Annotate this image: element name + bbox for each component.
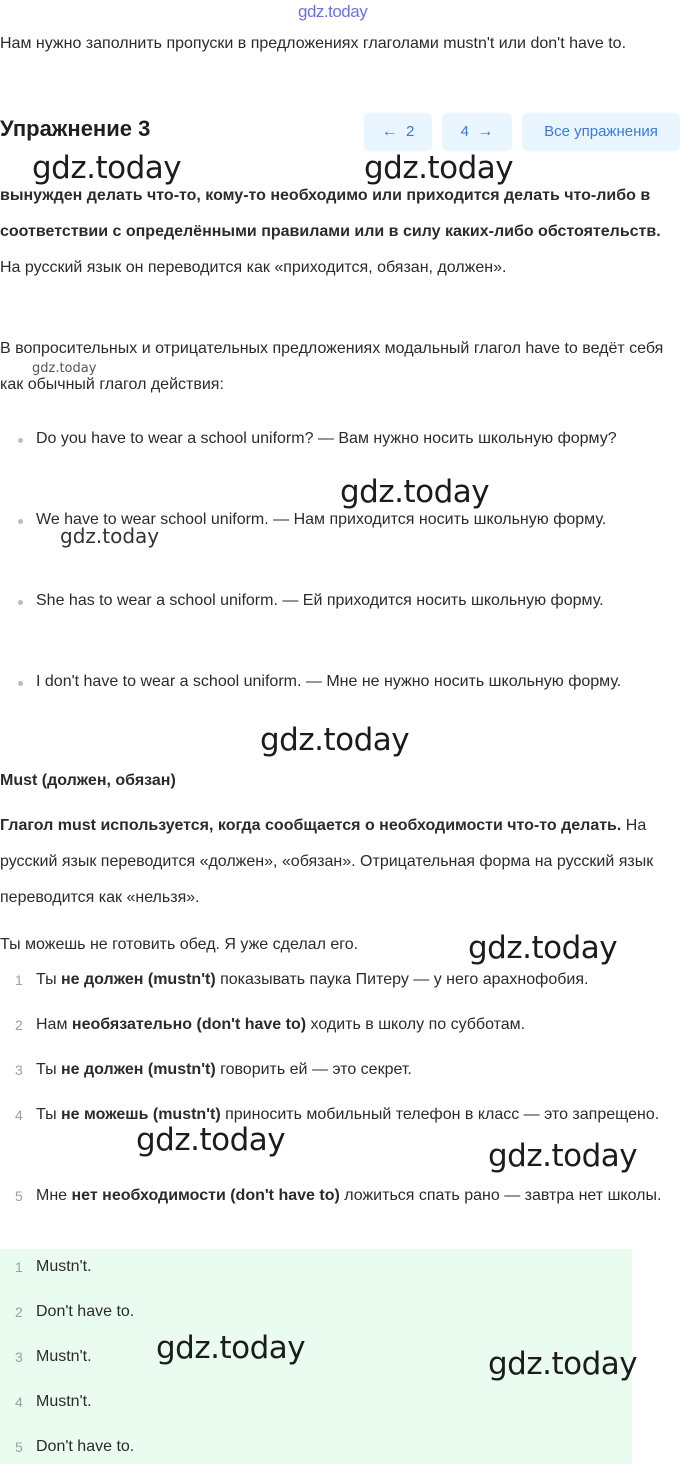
list-number: 1 — [15, 972, 23, 988]
prev-exercise-button[interactable] — [364, 113, 432, 151]
answer-number: 1 — [15, 1259, 23, 1275]
top-watermark-logo: gdz.today — [298, 2, 368, 21]
page-title: Упражнение 3 — [0, 116, 151, 141]
watermark: gdz.today — [32, 150, 182, 186]
watermark: gdz.today — [136, 1122, 286, 1158]
watermark: gdz.today — [468, 930, 618, 966]
bullet-dot — [18, 438, 23, 443]
bullet-dot — [18, 600, 23, 605]
all-exercises-button[interactable] — [522, 113, 680, 151]
answer-number: 3 — [15, 1349, 23, 1365]
answer-number: 4 — [15, 1394, 23, 1410]
answer-item: Mustn't. — [36, 1258, 92, 1275]
answer-item: Don't have to. — [36, 1438, 135, 1455]
bullet-dot — [18, 519, 23, 524]
watermark: gdz.today — [340, 474, 490, 510]
cook-text: Ты можешь не готовить обед. Я уже сделал его. — [0, 936, 359, 953]
example-item: Do you have to wear a school uniform? — Вам нужно носить школьную форму? — [36, 430, 617, 447]
answer-item: Mustn't. — [36, 1348, 92, 1365]
example-item: She has to wear a school uniform. — Ей приходится носить школьную форму. — [36, 592, 604, 609]
translation-item: Ты не можешь (mustn't) приносить мобильный телефон в класс — это запрещено. — [36, 1106, 660, 1123]
list-number: 4 — [15, 1107, 23, 1123]
next-exercise-label: 4 — [460, 123, 469, 140]
list-number: 3 — [15, 1062, 23, 1078]
answer-number: 2 — [15, 1304, 23, 1320]
list-number: 5 — [15, 1188, 23, 1204]
prev-exercise-label: 2 — [406, 123, 415, 140]
watermark: gdz.today — [364, 150, 514, 186]
next-exercise-button[interactable] — [442, 113, 512, 151]
intro-text: Нам нужно заполнить пропуски в предложениях глаголами mustn't или don't have to. — [0, 35, 627, 52]
must-heading: Must (должен, обязан) — [0, 772, 176, 789]
bullet-dot — [18, 681, 23, 686]
watermark: gdz.today — [488, 1138, 638, 1174]
answer-item: Mustn't. — [36, 1393, 92, 1410]
translation-item: Ты не должен (mustn't) показывать паука Питеру — у него арахнофобия. — [36, 971, 589, 988]
theory-bold-lead: вынужден делать что-то, кому-то необходимо или приходится делать что-либо в соответствии с определёнными правилами или в силу каких-либо обстоятельств. — [0, 187, 661, 240]
must-paragraph — [0, 808, 676, 916]
translation-item: Нам необязательно (don't have to) ходить в школу по субботам. — [36, 1016, 526, 1033]
watermark: gdz.today — [260, 722, 410, 758]
arrow-right-icon: → — [477, 123, 494, 140]
theory-paragraph — [0, 178, 672, 286]
must-rest: На русский язык переводится «должен», «обязан». Отрицательная форма на русский язык переводится как «нельзя». — [0, 817, 654, 906]
watermark: gdz.today — [156, 1330, 306, 1366]
watermark: gdz.today — [488, 1346, 638, 1382]
translation-item: Мне нет необходимости (don't have to) ложиться спать рано — завтра нет школы. — [36, 1187, 662, 1204]
answer-item: Don't have to. — [36, 1303, 135, 1320]
watermark: gdz.today — [32, 361, 97, 376]
translation-item: Ты не должен (mustn't) говорить ей — это секрет. — [36, 1061, 412, 1078]
list-number: 2 — [15, 1017, 23, 1033]
answer-number: 5 — [15, 1439, 23, 1455]
example-item: I don't have to wear a school uniform. — Мне не нужно носить школьную форму. — [36, 673, 622, 690]
all-exercises-label: Все упражнения — [544, 123, 658, 140]
must-bold: Глагол must используется, когда сообщается о необходимости что-то делать. — [0, 817, 622, 834]
modal-verb-text: В вопросительных и отрицательных предложениях модальный глагол have to ведёт себя как обычный глагол действия: — [0, 340, 664, 393]
arrow-left-icon: ← — [381, 123, 398, 140]
watermark: gdz.today — [60, 524, 160, 548]
example-item: We have to wear school uniform. — Нам приходится носить школьную форму. — [36, 511, 607, 528]
theory-rest: На русский язык он переводится как «приходится, обязан, должен». — [0, 259, 507, 276]
